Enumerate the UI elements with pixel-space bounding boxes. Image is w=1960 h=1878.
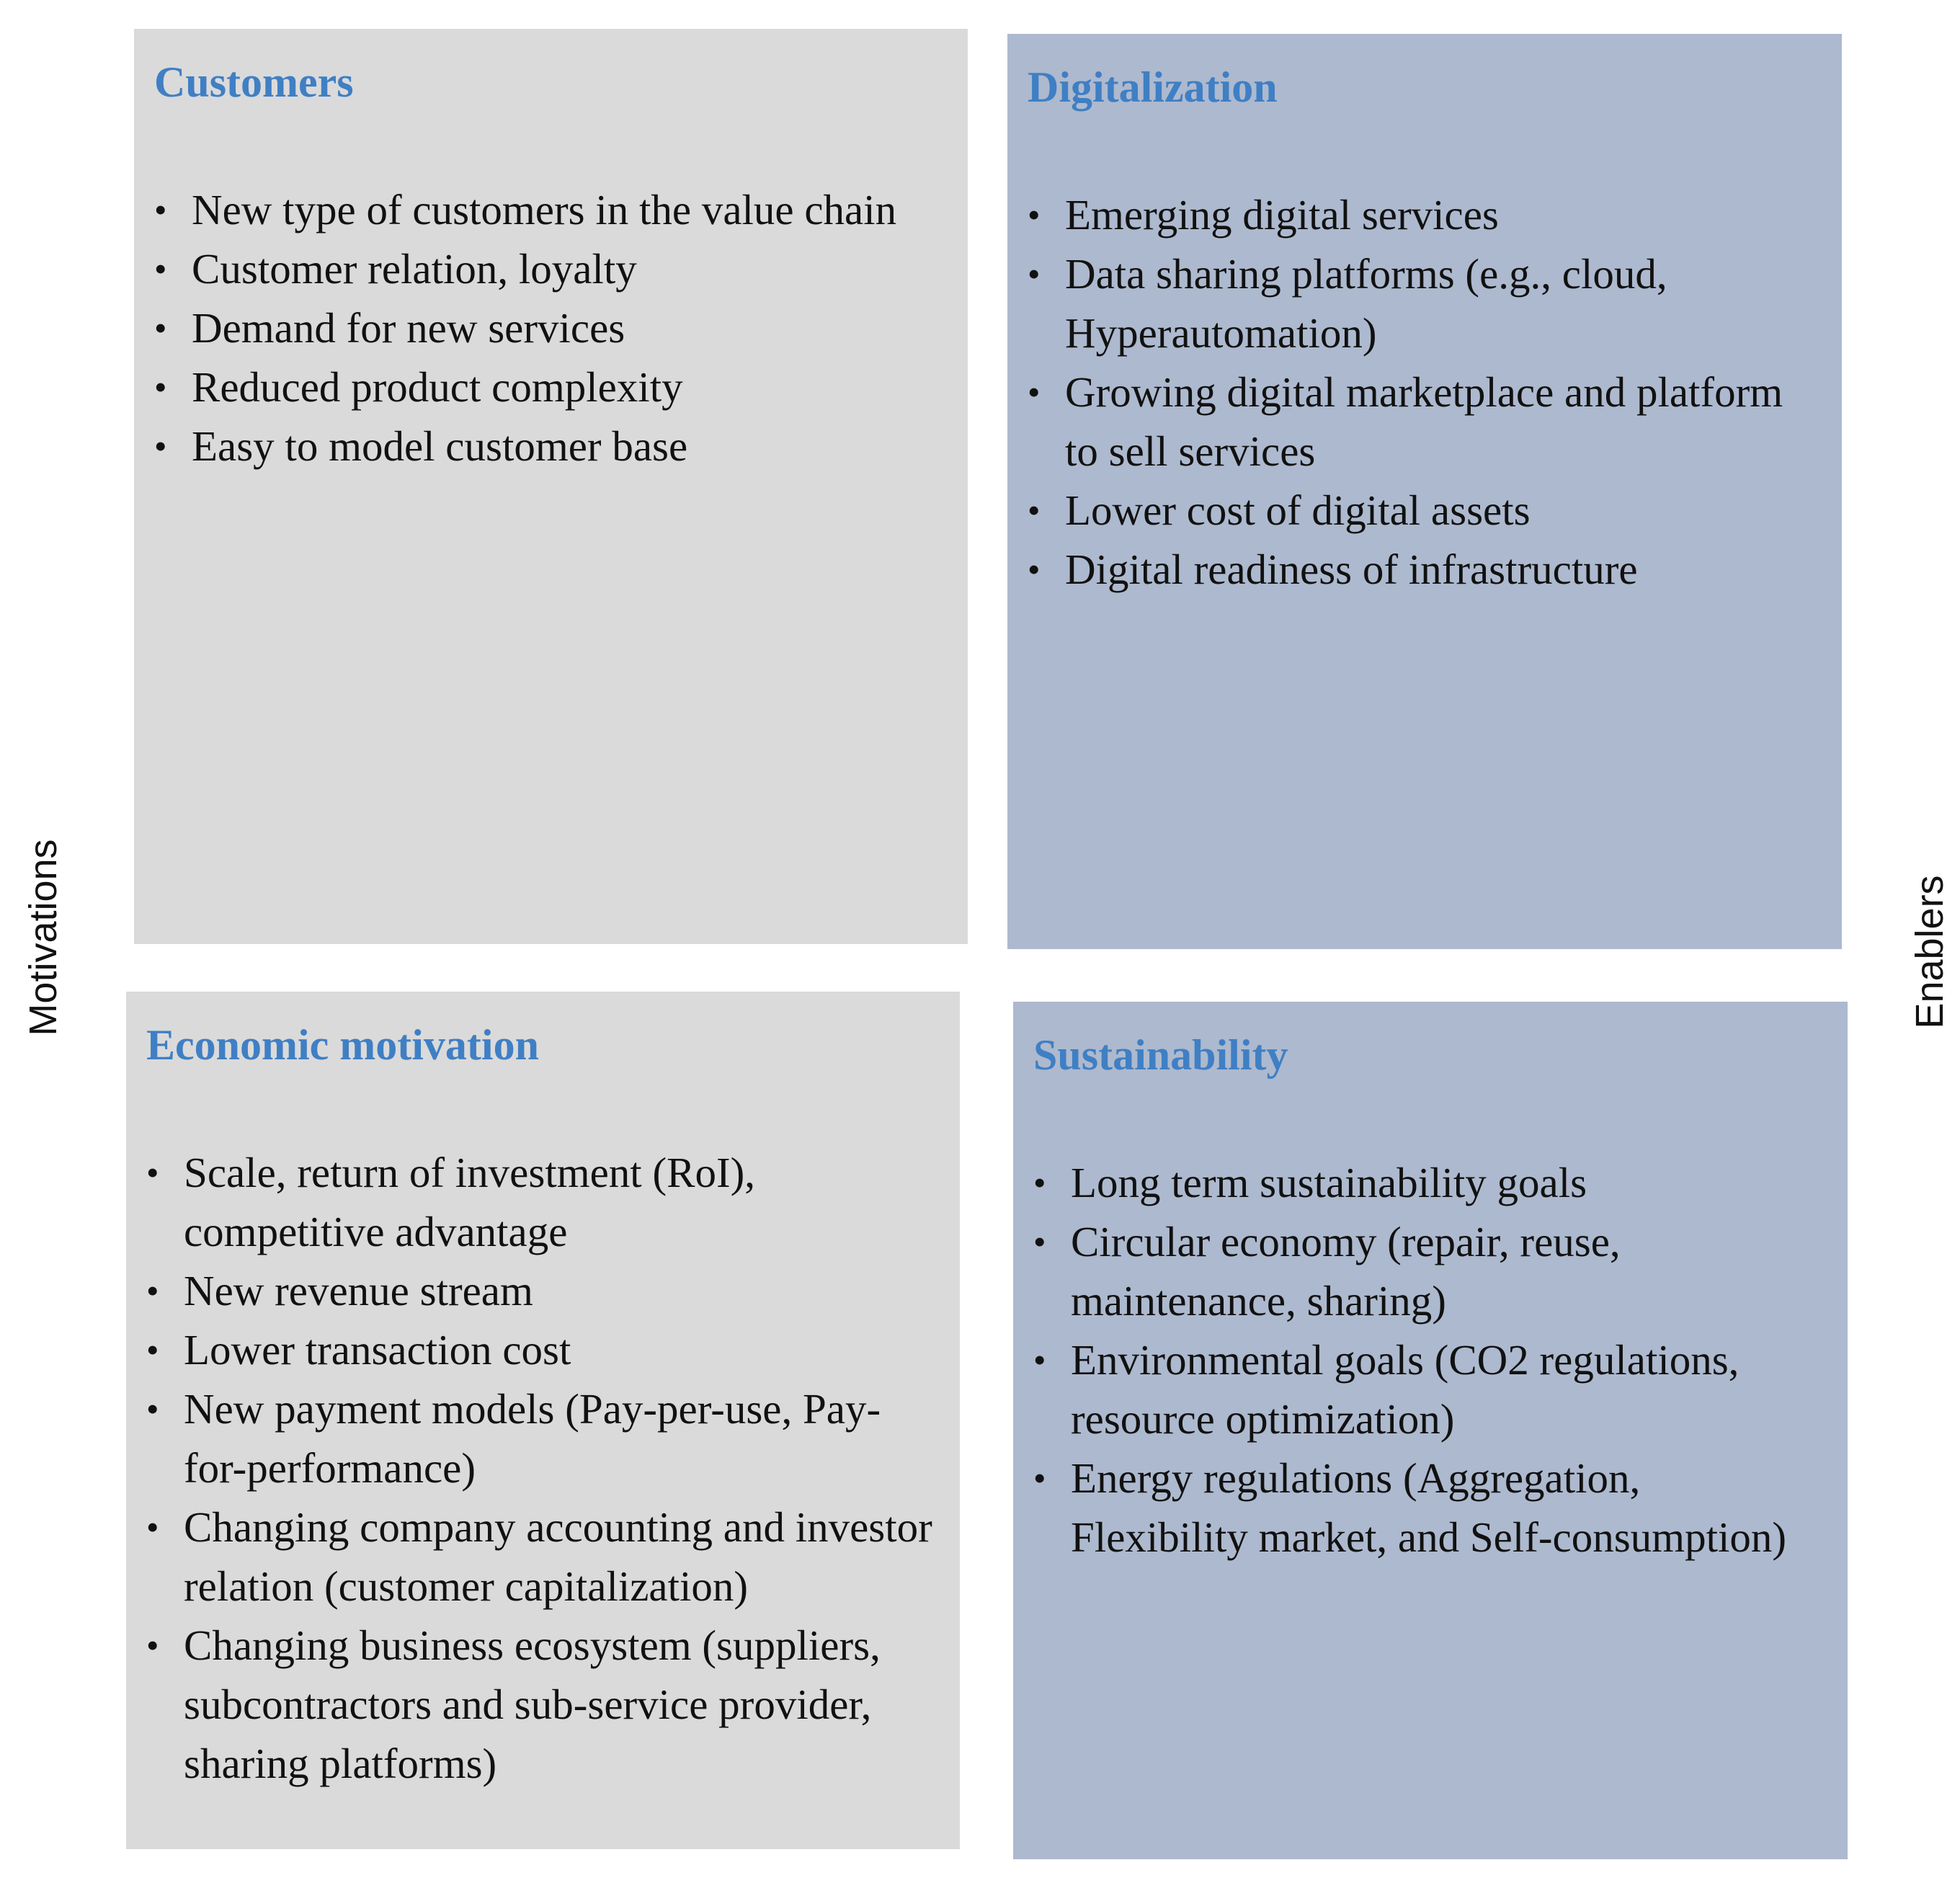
- enablers-axis-label: Enablers: [1908, 875, 1951, 1029]
- list-item: • New payment models (Pay-per-use, Pay-for-performance): [146, 1379, 938, 1497]
- list-item: • Data sharing platforms (e.g., cloud, Hyperautomation): [1028, 244, 1820, 362]
- sustainability-title: Sustainability: [1033, 1031, 1288, 1079]
- list-item: • Changing business ecosystem (suppliers, subcontractors and sub-service provider, sharing platforms): [146, 1616, 938, 1793]
- list-item: • Reduced product complexity: [154, 357, 946, 417]
- sustainability-quadrant: [1013, 1002, 1848, 1859]
- list-item: • Energy regulations (Aggregation, Flexibility market, and Self-consumption): [1033, 1448, 1826, 1567]
- economic-motivation-list: [146, 1143, 938, 1793]
- list-item: • Circular economy (repair, reuse, maintenance, sharing): [1033, 1212, 1826, 1330]
- list-item: • New revenue stream: [146, 1261, 938, 1320]
- customers-quadrant: [134, 29, 968, 944]
- list-item: • New type of customers in the value chain: [154, 180, 946, 239]
- customers-list: [154, 180, 946, 476]
- list-item: • Lower cost of digital assets: [1028, 481, 1820, 540]
- digitalization-list: [1028, 185, 1820, 599]
- economic-motivation-title: Economic motivation: [146, 1021, 539, 1069]
- list-item: • Digital readiness of infrastructure: [1028, 540, 1820, 599]
- list-item: • Scale, return of investment (RoI), competitive advantage: [146, 1143, 938, 1261]
- list-item: • Changing company accounting and investor relation (customer capitalization): [146, 1497, 938, 1616]
- list-item: • Emerging digital services: [1028, 185, 1820, 244]
- list-item: • Demand for new services: [154, 298, 946, 357]
- sustainability-list: [1033, 1153, 1826, 1567]
- motivations-axis-label: Motivations: [22, 839, 65, 1036]
- list-item: • Growing digital marketplace and platform to sell services: [1028, 362, 1820, 481]
- list-item: • Lower transaction cost: [146, 1320, 938, 1379]
- list-item: • Customer relation, loyalty: [154, 239, 946, 298]
- list-item: • Environmental goals (CO2 regulations, resource optimization): [1033, 1330, 1826, 1448]
- economic-motivation-quadrant: [126, 992, 960, 1849]
- digitalization-title: Digitalization: [1028, 63, 1278, 111]
- customers-title: Customers: [154, 58, 354, 106]
- digitalization-quadrant: [1007, 34, 1842, 949]
- list-item: • Long term sustainability goals: [1033, 1153, 1826, 1212]
- list-item: • Easy to model customer base: [154, 417, 946, 476]
